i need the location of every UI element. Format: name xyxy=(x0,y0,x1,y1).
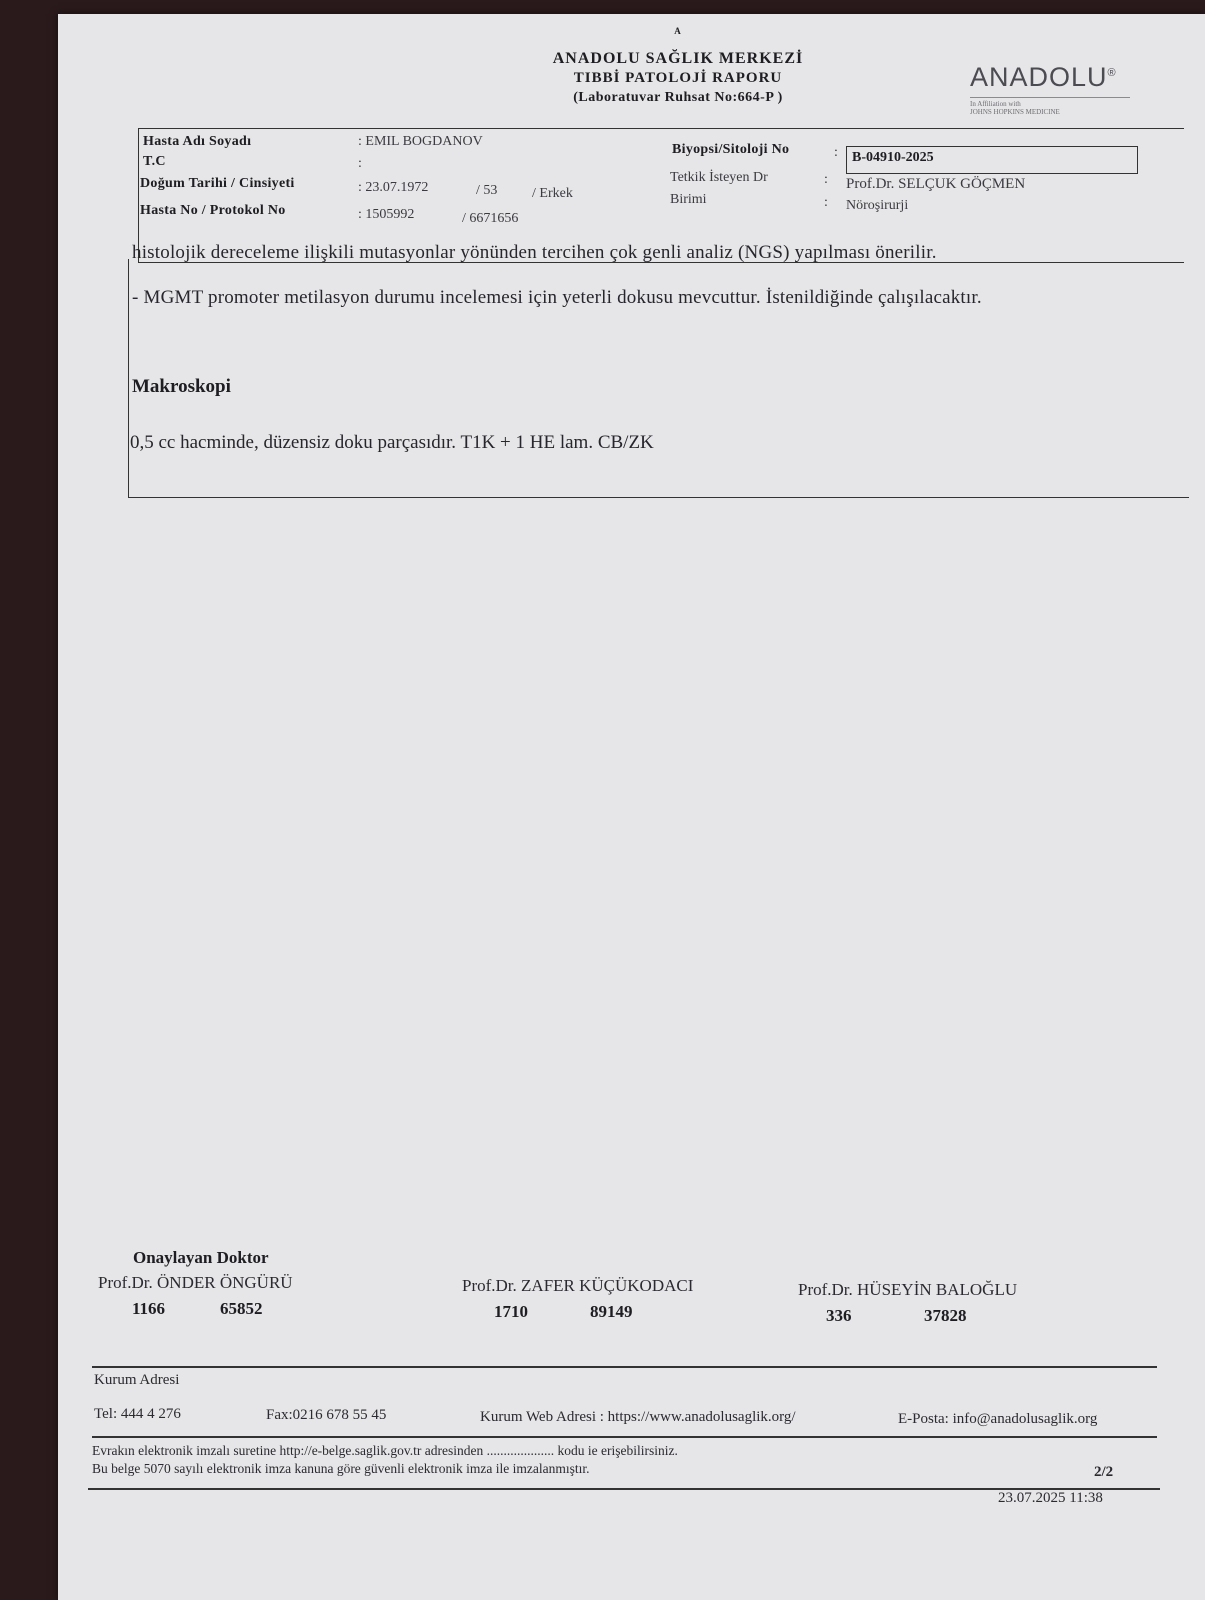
logo-text: ANADOLU xyxy=(970,62,1108,92)
dob-value: : 23.07.1972 xyxy=(358,180,429,195)
logo-subtitle-line2: JOHNS HOPKINS MEDICINE xyxy=(970,108,1060,116)
doctor-2-code2: 89149 xyxy=(590,1302,633,1321)
unit-colon: : xyxy=(824,195,828,210)
anadolu-logo xyxy=(970,62,1117,93)
requesting-doctor-colon: : xyxy=(824,172,828,187)
patient-no-value: : 1505992 xyxy=(358,207,415,222)
macroscopy-text: 0,5 cc hacminde, düzensiz doku parçasıdır. T1K + 1 HE lam. CB/ZK xyxy=(130,432,654,453)
report-paragraph-1: histolojik dereceleme ilişkili mutasyonlar yönünden tercihen çok genli analiz (NGS) yapılması önerilir. xyxy=(132,242,937,263)
doctor-1-name: Prof.Dr. ÖNDER ÖNGÜRÜ xyxy=(98,1273,293,1292)
report-datetime: 23.07.2025 11:38 xyxy=(998,1490,1103,1506)
e-signature-law-notice: Bu belge 5070 sayılı elektronik imza kanuna göre güvenli elektronik imza ile imzalanmıştır. xyxy=(92,1461,590,1476)
report-title: TIBBİ PATOLOJİ RAPORU xyxy=(573,70,783,86)
header-top-mark: A xyxy=(674,26,682,36)
biopsy-number-value: B-04910-2025 xyxy=(852,150,934,165)
patient-name-value: : EMIL BOGDANOV xyxy=(358,134,483,149)
logo-subtitle xyxy=(970,100,1060,116)
requesting-doctor-value: Prof.Dr. SELÇUK GÖÇMEN xyxy=(846,176,1026,192)
doctor-1-code2: 65852 xyxy=(220,1299,263,1318)
tc-label: T.C xyxy=(143,154,166,169)
requesting-doctor-label: Tetkik İsteyen Dr xyxy=(670,170,768,185)
report-paragraph-2: - MGMT promoter metilasyon durumu incelemesi için yeterli dokusu mevcuttur. İstenildiğinde çalışılacaktır. xyxy=(132,287,982,308)
biopsy-label: Biyopsi/Sitoloji No xyxy=(672,142,790,157)
biopsy-colon: : xyxy=(834,145,838,160)
page-number: 2/2 xyxy=(1094,1464,1114,1480)
gender-value: / Erkek xyxy=(532,186,573,201)
macroscopy-heading: Makroskopi xyxy=(132,376,231,397)
age-value: / 53 xyxy=(476,183,498,198)
web-address: Kurum Web Adresi : https://www.anadolusaglik.org/ xyxy=(480,1409,796,1425)
doctor-1-code1: 1166 xyxy=(132,1299,166,1318)
license-number: (Laboratuvar Ruhsat No:664-P ) xyxy=(573,90,783,105)
unit-value: Nöroşirurji xyxy=(846,198,909,213)
protocol-value: / 6671656 xyxy=(462,211,519,226)
footer-divider-middle xyxy=(92,1436,1157,1438)
logo-subtitle-line1: In Affiliation with xyxy=(970,100,1021,108)
doctor-3-code1: 336 xyxy=(826,1306,852,1325)
doctor-3-code2: 37828 xyxy=(924,1306,967,1325)
doctor-2-code1: 1710 xyxy=(494,1302,528,1321)
report-page xyxy=(58,14,1205,1600)
ebelge-notice: Evrakın elektronik imzalı suretine http://e-belge.saglik.gov.tr adresinden .................... kodu ie erişebilirsiniz. xyxy=(92,1443,678,1458)
fax: Fax:0216 678 55 45 xyxy=(266,1407,387,1423)
institution-name: ANADOLU SAĞLIK MERKEZİ xyxy=(552,50,804,67)
telephone: Tel: 444 4 276 xyxy=(94,1406,181,1422)
doctor-3-name: Prof.Dr. HÜSEYİN BALOĞLU xyxy=(798,1280,1018,1299)
approving-doctor-heading: Onaylayan Doktor xyxy=(133,1248,269,1267)
footer-divider-top xyxy=(92,1366,1157,1368)
patient-no-label: Hasta No / Protokol No xyxy=(140,203,286,218)
address-label: Kurum Adresi xyxy=(94,1372,180,1388)
tc-value: : xyxy=(358,156,362,171)
patient-name-label: Hasta Adı Soyadı xyxy=(143,134,252,149)
dob-label: Doğum Tarihi / Cinsiyeti xyxy=(140,176,295,191)
doctor-2-name: Prof.Dr. ZAFER KÜÇÜKODACI xyxy=(462,1276,694,1295)
registered-mark: ® xyxy=(1107,67,1117,79)
unit-label: Birimi xyxy=(670,192,707,207)
email-address: E-Posta: info@anadolusaglik.org xyxy=(898,1411,1098,1427)
logo-divider xyxy=(970,97,1130,98)
